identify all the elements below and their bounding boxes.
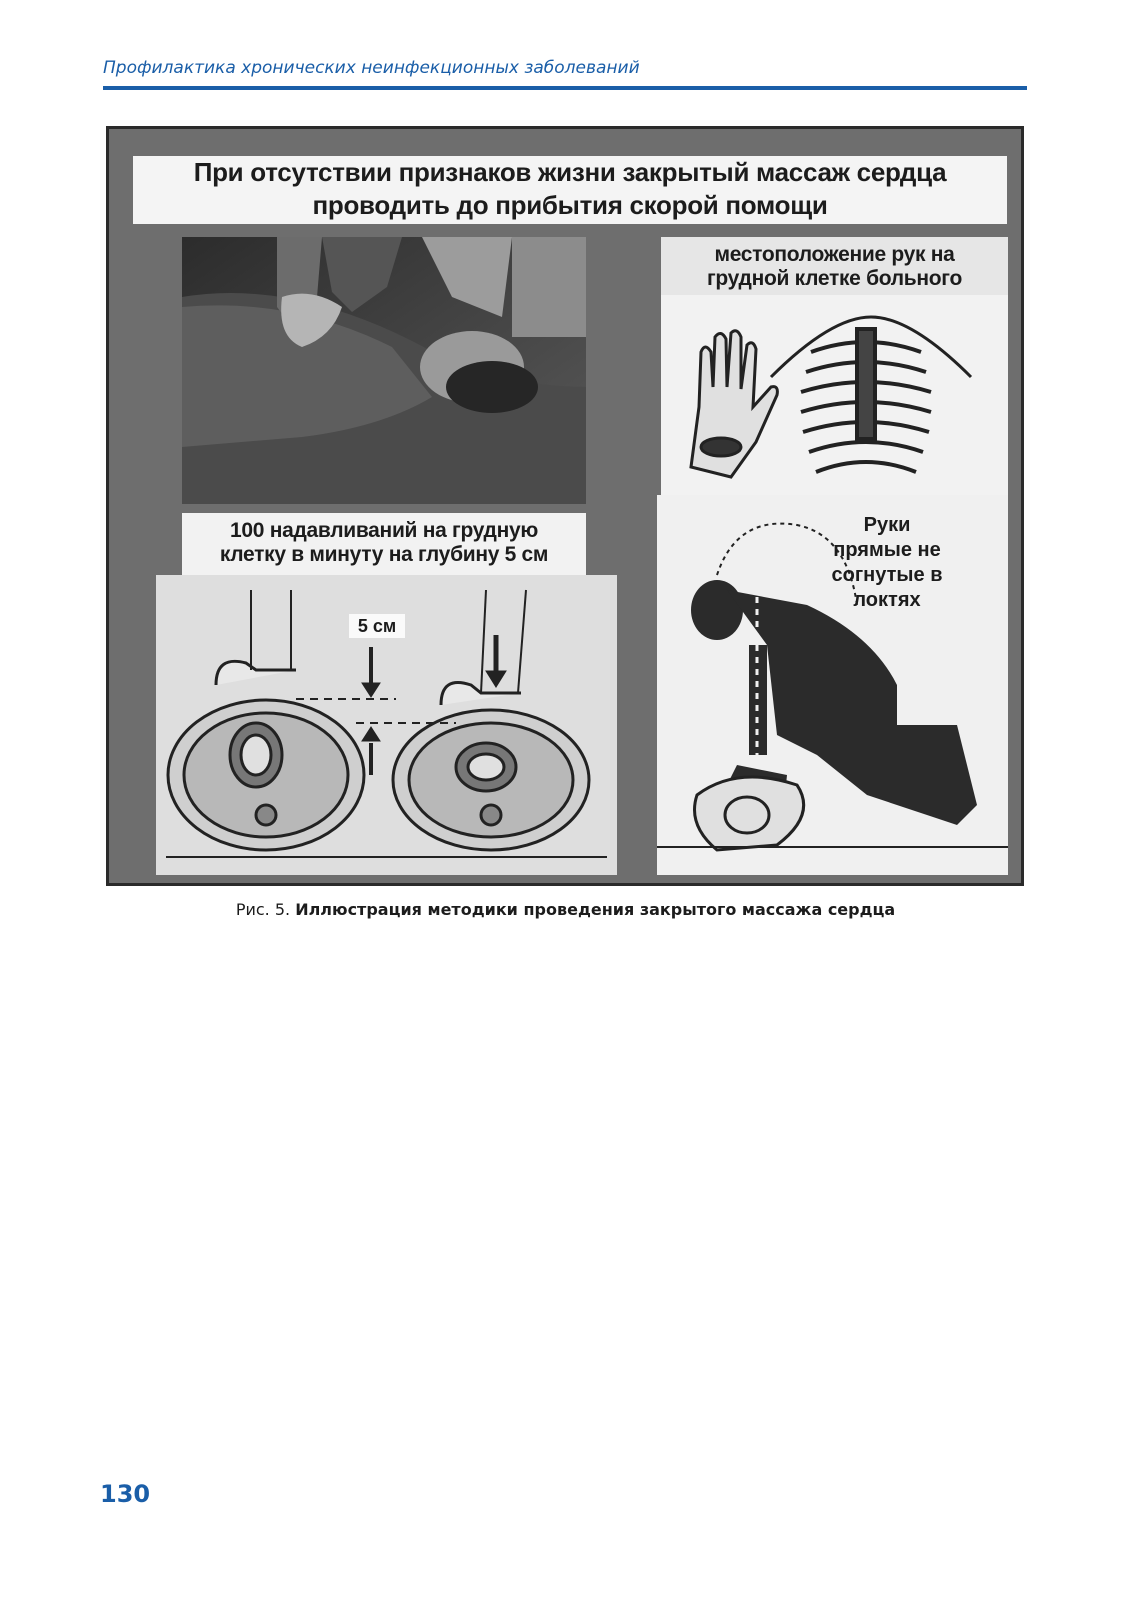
arms-straight-line-3: согнутые в: [831, 564, 943, 586]
figure-title: [133, 156, 1007, 224]
cross-section-left: [168, 590, 364, 850]
arms-straight-line-4: локтях: [853, 589, 921, 611]
page-number: 130: [100, 1480, 151, 1508]
figure-title-line-1: При отсутствии признаков жизни закрытый массаж сердца: [193, 157, 947, 187]
figure-caption: [0, 900, 1131, 919]
arms-straight-line-1: Руки: [863, 514, 911, 536]
cpr-photo: [182, 237, 586, 504]
running-header: Профилактика хронических неинфекционных заболеваний: [103, 58, 640, 78]
compression-rate-line-1: 100 надавливаний на грудную: [230, 519, 538, 542]
caption-prefix: Рис. 5.: [235, 900, 291, 919]
hand-position-panel: [661, 237, 1008, 499]
rescuer-posture-panel: [657, 495, 1008, 875]
caption-text: Иллюстрация методики проведения закрытого массажа сердца: [295, 900, 896, 919]
chest-cross-section-panel: [156, 575, 617, 875]
arms-straight-label: [807, 513, 967, 613]
patient-figure: [695, 777, 804, 850]
depth-label: 5 см: [349, 614, 405, 638]
hand-position-label-line-2: грудной клетке больного: [706, 267, 963, 290]
header-rule: [103, 86, 1027, 90]
arms-straight-line-2: прямые не: [833, 539, 941, 561]
cross-section-right: [393, 590, 589, 850]
compression-rate-label: [182, 513, 586, 575]
compression-rate-line-2: клетку в минуту на глубину 5 см: [219, 543, 549, 566]
figure-title-line-2: проводить до прибытия скорой помощи: [312, 190, 828, 220]
cpr-figure: [106, 126, 1024, 886]
hand-position-label-line-1: местоположение рук на: [714, 243, 955, 266]
